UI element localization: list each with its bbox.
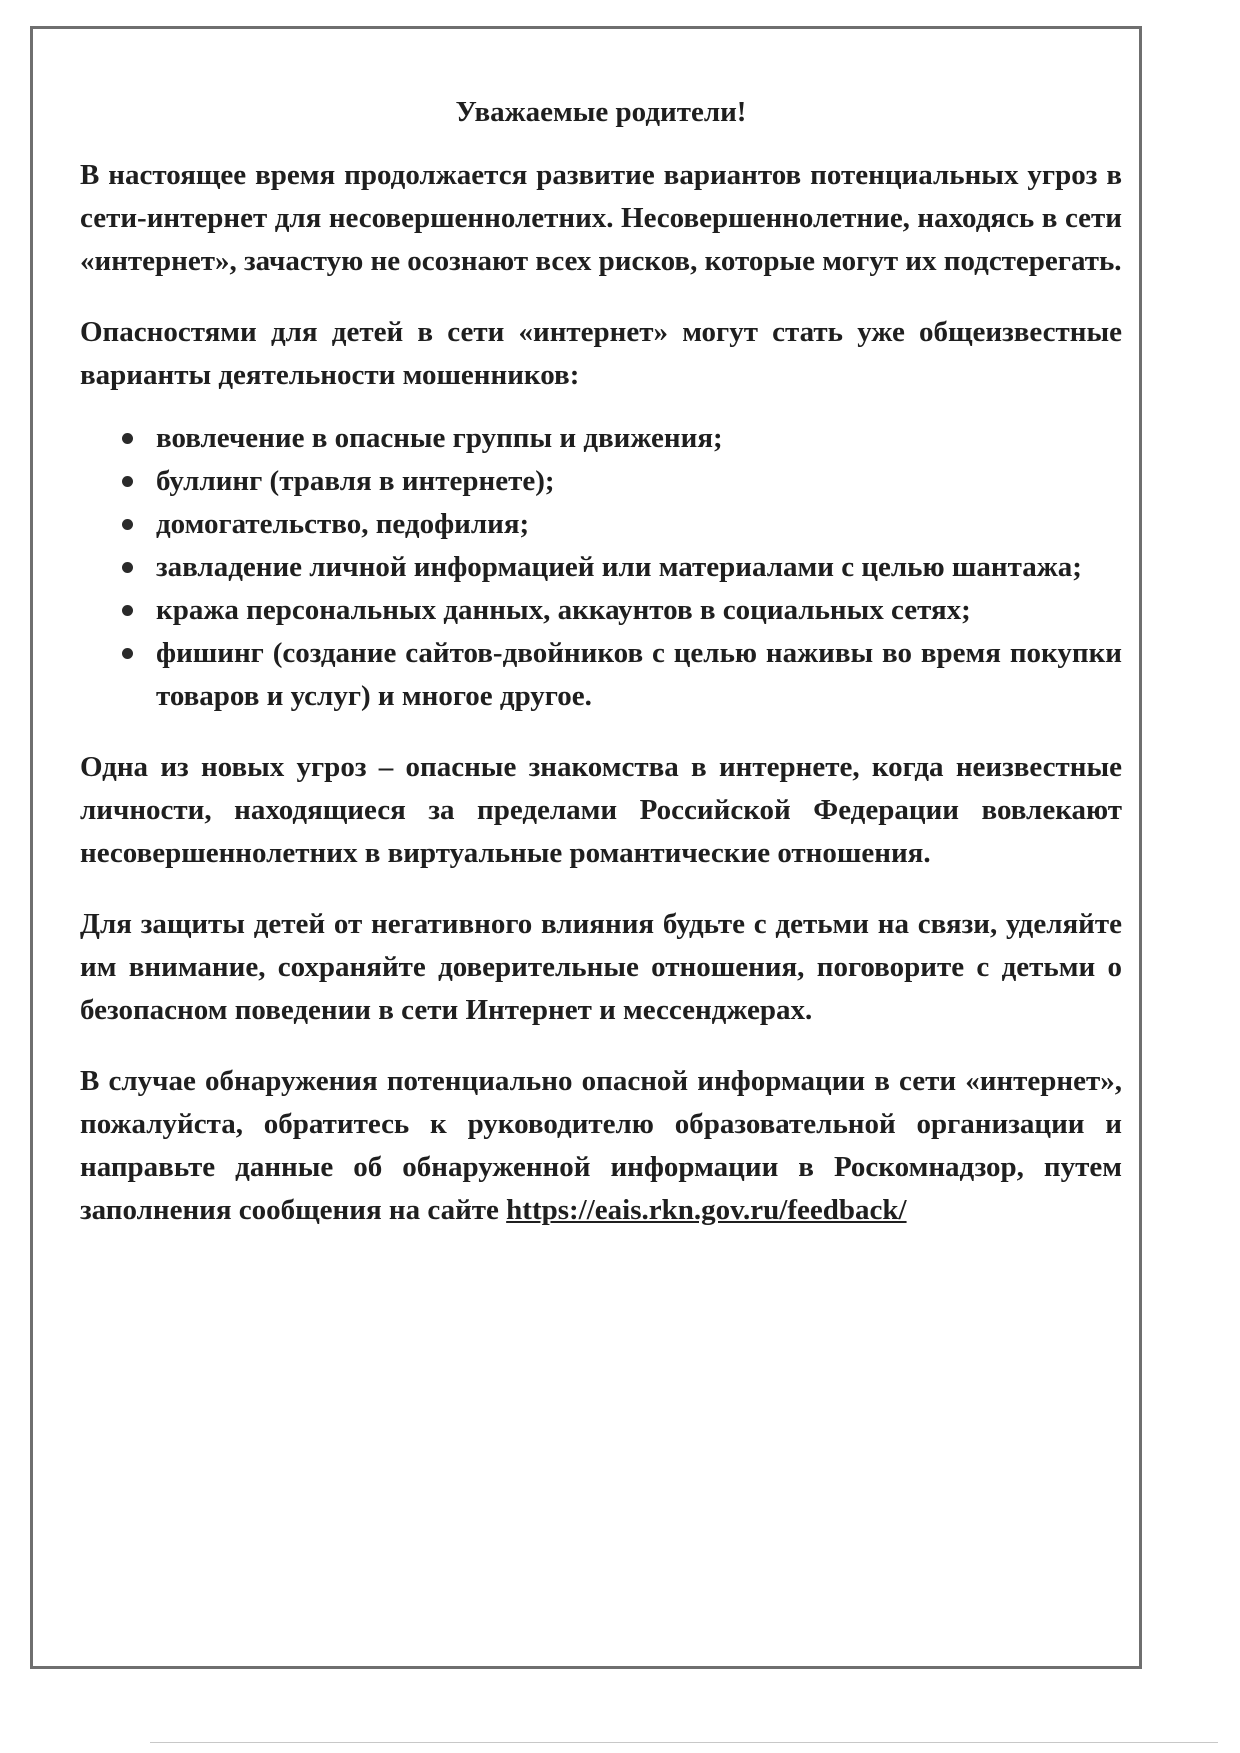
list-item [80,546,1122,589]
list-item-text: домогательство, педофилия; [156,508,530,540]
paragraph-report [80,1060,1122,1232]
paragraph-new-threat: Одна из новых угроз – опасные знакомства в интернете, когда неизвестные личности, находящиеся за пределами Российской Федерации вовлекают несовершеннолетних в виртуальные романтические отношения. [80,751,1122,869]
paragraph-intro: В настоящее время продолжается развитие вариантов потенциальных угроз в сети-интернет для несовершеннолетних. Несовершеннолетние, находясь в сети «интернет», зачастую не осознают всех рисков, которые могут их подстерегать. [80,159,1122,277]
dangers-list [80,417,1122,718]
list-item [80,632,1122,718]
bullet-icon [122,562,133,573]
list-item [80,460,1122,503]
document-heading: Уважаемые родители! [455,96,747,128]
bullet-icon [122,519,133,530]
list-item [80,417,1122,460]
list-item-text: вовлечение в опасные группы и движения; [156,422,723,454]
list-item [80,503,1122,546]
document-body [80,92,1122,1232]
list-item-text: кража персональных данных, аккаунтов в социальных сетях; [156,594,971,626]
scan-edge-line [150,1742,1218,1743]
paragraph-report-text: В случае обнаружения потенциально опасной информации в сети «интернет», пожалуйста, обратитесь к руководителю образовательной организации и направьте данные об обнаруженной информации в Роскомнадзор, путем заполнения сообщения на сайте [80,1065,1122,1226]
bullet-icon [122,476,133,487]
feedback-link[interactable]: https://eais.rkn.gov.ru/feedback/ [506,1194,907,1226]
list-item-text: буллинг (травля в интернете); [156,465,555,497]
paragraph-protection: Для защиты детей от негативного влияния будьте с детьми на связи, уделяйте им внимание, сохраняйте доверительные отношения, поговорите с детьми о безопасном поведении в сети Интернет и мессенджерах. [80,908,1122,1026]
list-item [80,589,1122,632]
list-item-text: фишинг (создание сайтов-двойников с целью наживы во время покупки товаров и услуг) и многое другое. [156,637,1122,712]
bullet-icon [122,605,133,616]
bullet-icon [122,433,133,444]
paragraph-dangers: Опасностями для детей в сети «интернет» могут стать уже общеизвестные варианты деятельности мошенников: [80,316,1122,391]
bullet-icon [122,648,133,659]
list-item-text: завладение личной информацией или материалами с целью шантажа; [156,551,1082,583]
